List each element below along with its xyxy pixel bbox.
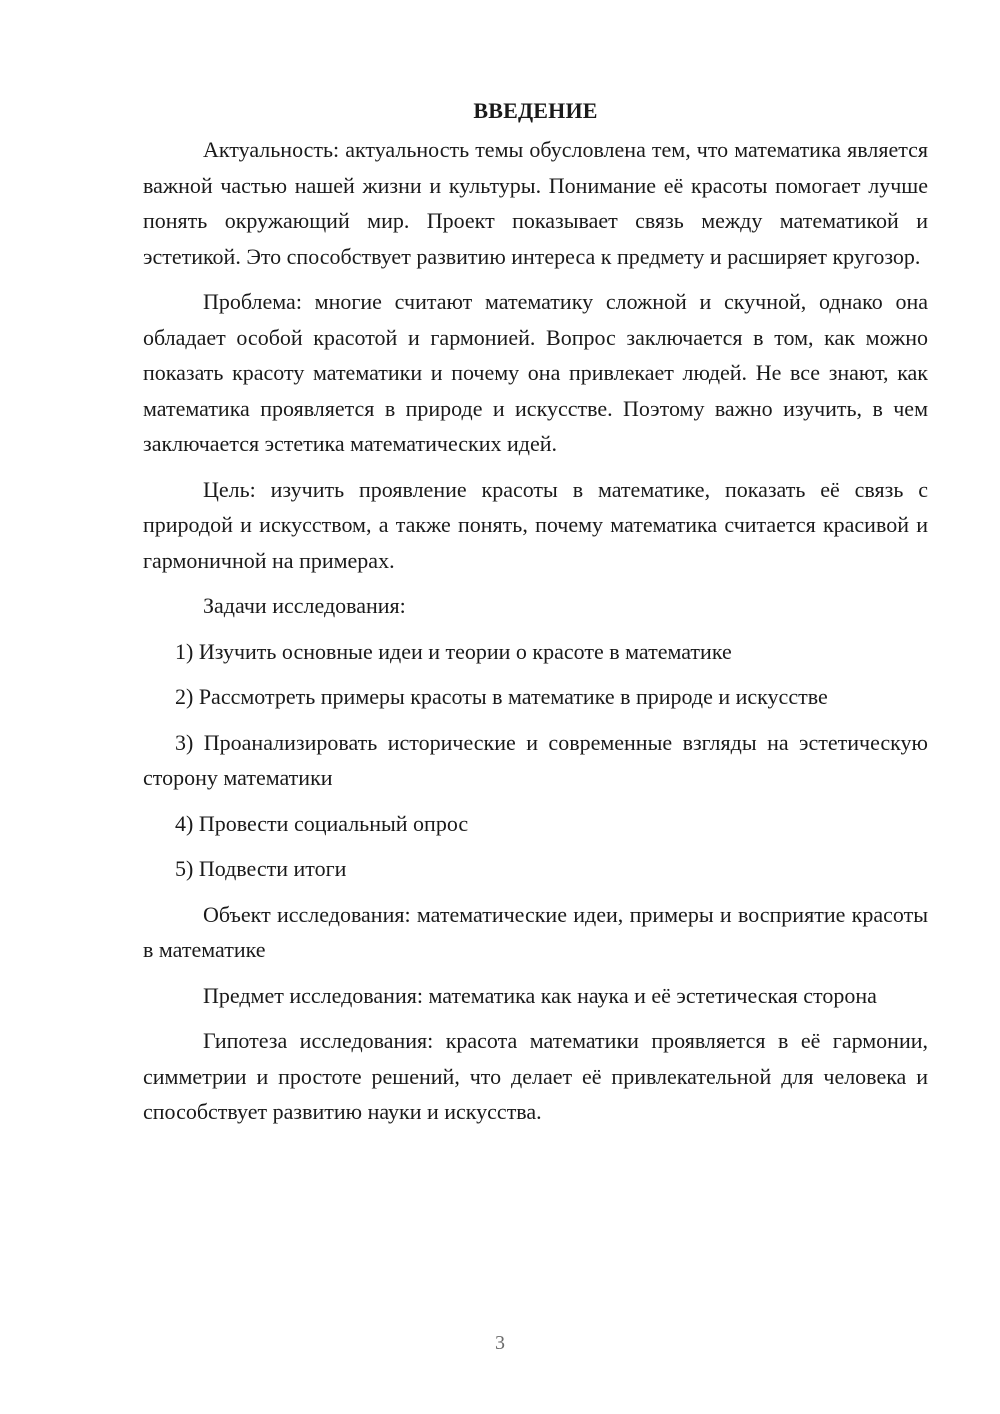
- section-title: ВВЕДЕНИЕ: [473, 98, 598, 123]
- tasks-heading: Задачи исследования:: [203, 593, 406, 618]
- paragraph-subject: Предмет исследования: математика как наука и её эстетическая сторона: [203, 982, 877, 1008]
- task-item-2: 2) Рассмотреть примеры красоты в математике в природе и искусстве: [175, 684, 828, 709]
- paragraph-goal: Цель: изучить проявление красоты в математике, показать её связь с природой и искусством, а также понять, почему математика считается красивой и гармоничной на примерах.: [143, 476, 928, 573]
- task-item-5: 5) Подвести итоги: [175, 856, 347, 881]
- task-item-4: 4) Провести социальный опрос: [175, 810, 469, 836]
- paragraph-relevance: Актуальность: актуальность темы обусловлена тем, что математика является важной частью нашей жизни и культуры. Понимание её красоты помогает лучше понять окружающий мир. Проект показывает связь между математикой и эстетикой. Это способствует развитию интереса к предмету и расширяет кругозор.: [143, 137, 928, 269]
- paragraph-problem: Проблема: многие считают математику сложной и скучной, однако она обладает особой красотой и гармонией. Вопрос заключается в том, как можно показать красоту математики и почему она привлекает людей. Не все знают, как математика проявляется в природе и искусстве. Поэтому важно изучить, в чем заключается эстетика математических идей.: [143, 289, 928, 456]
- paragraph-object: Объект исследования: математические идеи, примеры и восприятие красоты в математике: [143, 901, 928, 962]
- task-item-3: 3) Проанализировать исторические и современные взгляды на эстетическую сторону математики: [143, 729, 928, 790]
- page-number: 3: [495, 1332, 505, 1354]
- paragraph-hypothesis: Гипотеза исследования: красота математики проявляется в её гармонии, симметрии и простоте решений, что делает её привлекательной для человека и способствует развитию науки и искусства.: [143, 1028, 928, 1124]
- task-item-1: 1) Изучить основные идеи и теории о красоте в математике: [175, 638, 732, 664]
- document-page: [143, 96, 928, 1140]
